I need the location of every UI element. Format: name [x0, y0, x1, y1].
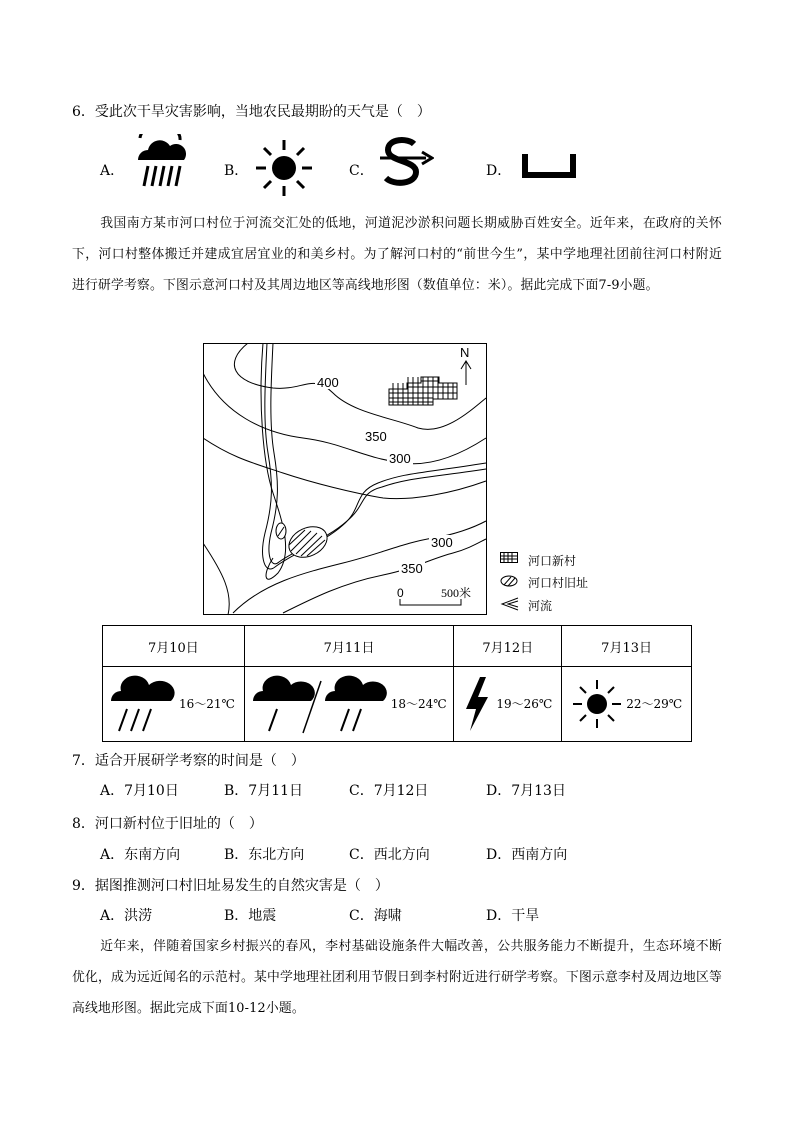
- forecast-day-1: [103, 667, 245, 742]
- q6-option-d-label: D．: [486, 163, 512, 179]
- q6-option-b-label: B．: [224, 163, 249, 179]
- q9-option-b: B．地震: [224, 908, 277, 924]
- forecast-day-4: [562, 667, 692, 742]
- forecast-date-1: 7月10日: [103, 626, 245, 667]
- question-7-stem: 7．适合开展研学考察的时间是（ ）: [72, 753, 305, 769]
- q6-option-c-label: C．: [349, 163, 374, 179]
- contour-label-300-upper: 300: [389, 451, 411, 466]
- forecast-temp-4: 22～29℃: [626, 697, 683, 711]
- q9-option-d: D．干旱: [486, 908, 540, 924]
- passage-1: 我国南方某市河口村位于河流交汇处的低地，河道泥沙淤积问题长期威胁百姓安全。近年来，在政府的关怀下，河口村整体搬迁并建成宜居宜业的和美乡村。为了解河口村的“前世今生”，某中学地理社团前往河口村附近进行研学考察。下图示意河口村及其周边地区等高线地形图（数值单位：米）。据此完成下面7-9小题。: [72, 216, 722, 293]
- sun-icon: [254, 139, 314, 197]
- q7-option-c: C．7月12日: [349, 783, 429, 799]
- north-label: N: [460, 345, 470, 360]
- heavy-rain-icon: [109, 675, 175, 735]
- heavy-rain-to-rain-icon: [251, 675, 389, 735]
- q8-option-a: A．东南方向: [100, 847, 181, 863]
- forecast-temp-3: 19～26℃: [496, 697, 553, 711]
- weather-forecast-table: [102, 625, 692, 742]
- q7-option-d: D．7月13日: [486, 783, 566, 799]
- q9-option-a: A．洪涝: [100, 908, 153, 924]
- scale-zero: 0: [397, 586, 404, 600]
- q8-option-d: D．西南方向: [486, 847, 568, 863]
- forecast-date-2: 7月11日: [244, 626, 454, 667]
- q8-option-c: C．西北方向: [349, 847, 430, 863]
- forecast-day-3: [454, 667, 562, 742]
- forecast-temp-1: 16～21℃: [179, 697, 235, 711]
- passage-2: 近年来，伴随着国家乡村振兴的春风，李村基础设施条件大幅改善，公共服务能力不断提升，生态环境不断优化，成为远近闻名的示范村。某中学地理社团利用节假日到李村附近进行研学考察。下图示意李村及周边地区等高线地形图。据此完成下面10-12小题。: [72, 939, 722, 1016]
- legend-new-village: 河口新村: [528, 554, 577, 568]
- rain-cloud-icon: [134, 134, 188, 190]
- legend-old-site: 河口村旧址: [528, 576, 589, 590]
- frost-icon: [522, 152, 576, 178]
- question-6-stem: 6．受此次干旱灾害影响，当地农民最期盼的天气是（ ）: [72, 104, 431, 120]
- grid-pattern-icon: [500, 552, 518, 564]
- question-8-stem: 8．河口新村位于旧址的（ ）: [72, 816, 263, 832]
- scale-label: 500米: [441, 586, 472, 600]
- sandstorm-icon: [378, 136, 434, 190]
- forecast-temp-2: 18～24℃: [390, 697, 447, 711]
- contour-label-300-lower: 300: [431, 535, 453, 550]
- legend-river: 河流: [528, 599, 553, 613]
- q7-option-a: A．7月10日: [100, 783, 179, 799]
- contour-label-350-lower: 350: [401, 561, 423, 576]
- question-9-stem: 9．据图推测河口村旧址易发生的自然灾害是（ ）: [72, 878, 389, 894]
- thunder-icon: [462, 675, 492, 733]
- q8-option-b: B．东北方向: [224, 847, 305, 863]
- contour-map: [203, 343, 488, 616]
- forecast-date-3: 7月12日: [454, 626, 562, 667]
- q7-option-b: B．7月11日: [224, 783, 304, 799]
- river-icon: [500, 597, 520, 611]
- q6-option-a-label: A．: [100, 163, 125, 179]
- hatched-oval-icon: [500, 575, 518, 587]
- q9-option-c: C．海啸: [349, 908, 402, 924]
- forecast-day-2: [244, 667, 454, 742]
- contour-label-400: 400: [317, 375, 339, 390]
- sunny-icon: [570, 677, 624, 731]
- contour-label-350-upper: 350: [365, 429, 387, 444]
- forecast-date-4: 7月13日: [562, 626, 692, 667]
